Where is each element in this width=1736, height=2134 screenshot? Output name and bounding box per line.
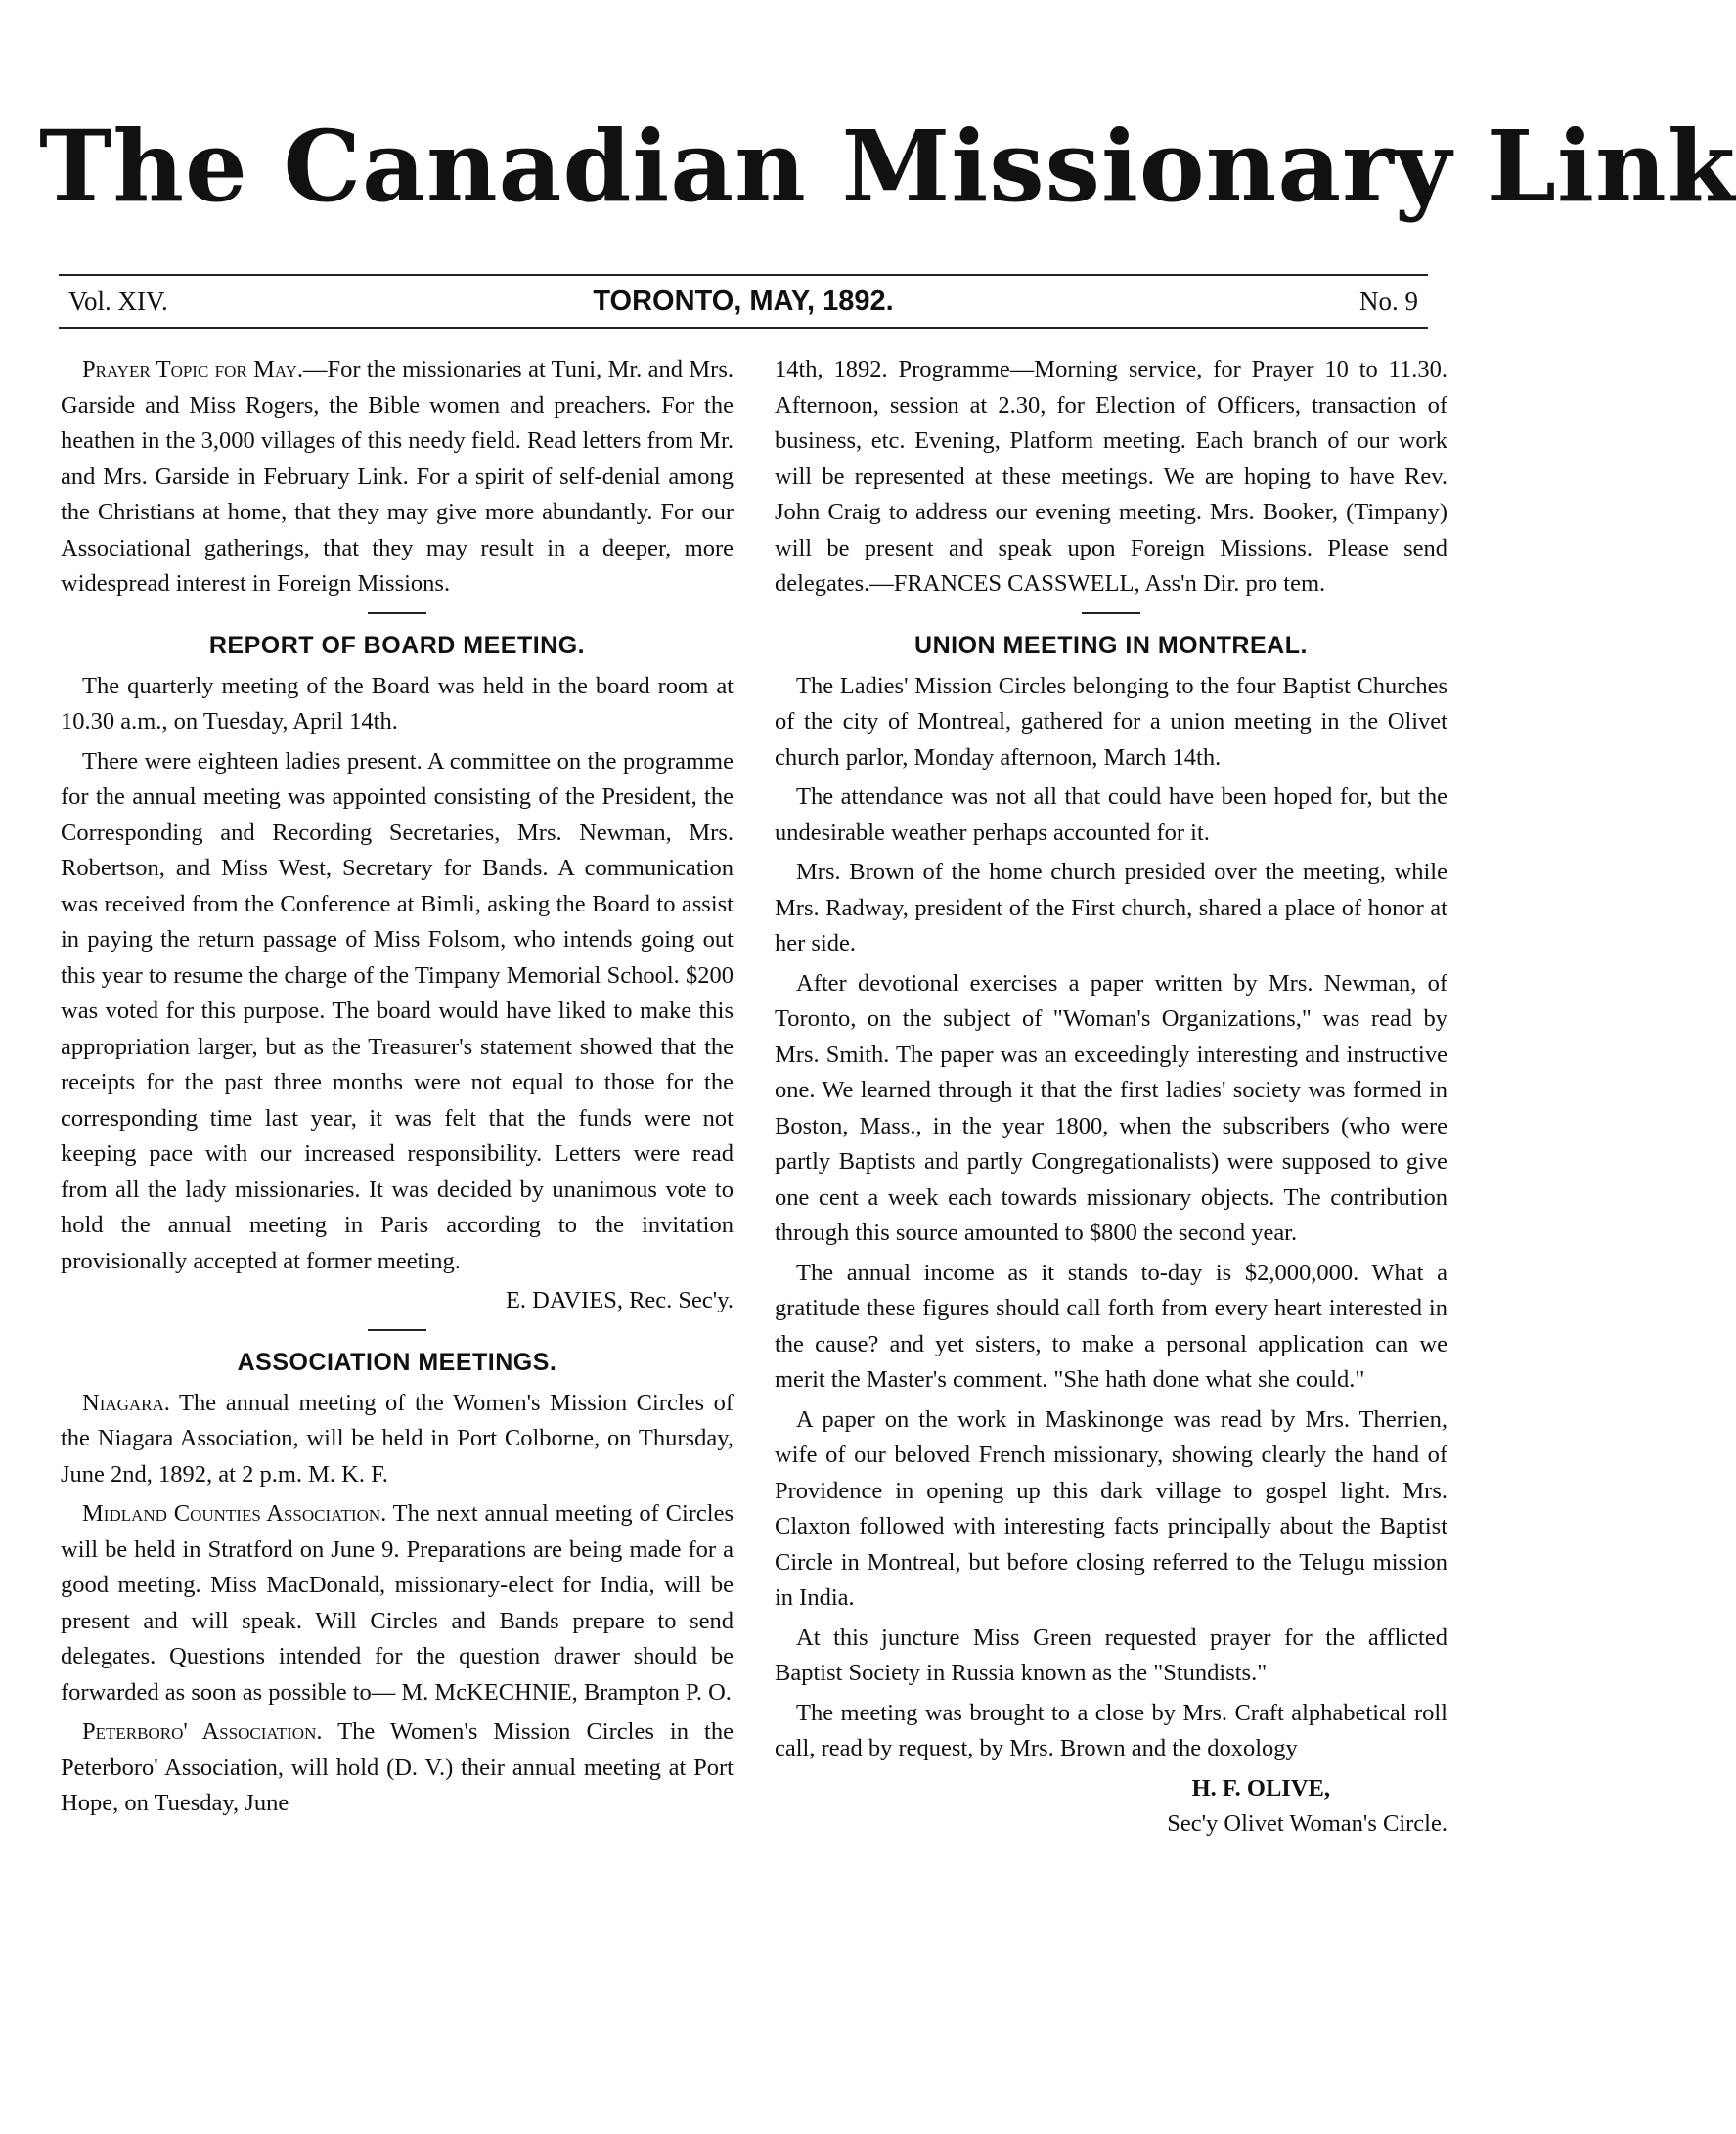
midland-lead: Midland Counties Association. [82, 1500, 387, 1527]
union-paragraph-7: At this juncture Miss Green requested prayer for the afflicted Baptist Society in Russia known as the "Stundists." [775, 1623, 1447, 1686]
newspaper-title: The Canadian Missionary Link [39, 109, 1736, 224]
niagara-notice [61, 1386, 734, 1493]
board-paragraph-1: The quarterly meeting of the Board was held in the board room at 10.30 a.m., on Tuesday, April 14th. [61, 672, 734, 734]
prayer-topic-body: —For the missionaries at Tuni, Mr. and Mrs. Garside and Miss Rogers, the Bible women and preachers. For the heathen in the 3,000 villages of this needy field. Read letters from Mr. and Mrs. Garside in February Link. For a spirit of self-denial among the Christians at home, that they may give more abundantly. For our Associational gatherings, that they may result in a deeper, more widespread interest in Foreign Missions. [61, 356, 734, 597]
board-paragraph-2: There were eighteen ladies present. A committee on the programme for the annual meeting was appointed consisting of the President, the Corresponding and Recording Secretaries, Mrs. Newman, Mrs. Robertson, and Miss West, Secretary for Bands. A communication was received from the Conference at Bimli, asking the Board to assist in paying the return passage of Miss Folsom, who intends going out this year to resume the charge of the Timpany Memorial School. $200 was voted for this purpose. The board would have liked to make this appropriation larger, but as the Treasurer's statement showed that the receipts for the past three months were not equal to those for the corresponding time last year, it was felt that the funds were not keeping pace with our increased responsibility. Letters were read from all the lady missionaries. It was decided by unanimous vote to hold the annual meeting in Paris according to the invitation provisionally accepted at former meeting. [61, 747, 734, 1274]
issue-number: No. 9 [1359, 287, 1418, 316]
section-divider [368, 1329, 426, 1331]
niagara-body: The annual meeting of the Women's Mission Circles of the Niagara Association, will be held in Port Colborne, on Thursday, June 2nd, 1892, at 2 p.m. M. K. F. [61, 1389, 734, 1488]
volume-label: Vol. XIV. [68, 287, 168, 316]
dateline [59, 280, 1428, 323]
masthead [39, 83, 1736, 249]
union-meeting-heading: UNION MEETING IN MONTREAL. [914, 631, 1308, 659]
niagara-lead: Niagara. [82, 1389, 170, 1416]
union-signature-name: H. F. OLIVE, [1191, 1774, 1330, 1801]
left-column [61, 352, 734, 2103]
board-signature: E. DAVIES, Rec. Sec'y. [505, 1287, 734, 1313]
union-paragraph-3: Mrs. Brown of the home church presided over the meeting, while Mrs. Radway, president of the First church, shared a place of honor at her side. [775, 859, 1447, 956]
union-paragraph-6: A paper on the work in Maskinonge was read by Mrs. Therrien, wife of our beloved French missionary, showing clearly the hand of Providence in opening up this dark village to gospel light. Mrs. Claxton followed with interesting facts principally about the Baptist Circle in Montreal, but before closing referred to the Telugu mission in India. [775, 1405, 1447, 1611]
board-meeting-heading: REPORT OF BOARD MEETING. [208, 631, 586, 659]
association-meetings-heading: ASSOCIATION MEETINGS. [237, 1348, 557, 1376]
union-paragraph-2: The attendance was not all that could have been hoped for, but the undesirable weather perhaps accounted for it. [775, 783, 1447, 846]
place-date: TORONTO, MAY, 1892. [593, 286, 894, 317]
prayer-topic [61, 352, 734, 602]
peterboro-continuation: 14th, 1892. Programme—Morning service, for Prayer 10 to 11.30. Afternoon, session at 2.30, for Election of Officers, transaction of business, etc. Evening, Platform meeting. Each branch of our work will be represented at these meetings. We are hoping to have Rev. John Craig to address our evening meeting. Mrs. Booker, (Timpany) will be present and speak upon Foreign Missions. Please send delegates.—FRANCES CASSWELL, Ass'n Dir. pro tem. [775, 356, 1447, 597]
midland-notice [61, 1496, 734, 1711]
header-rule-bottom [59, 327, 1428, 329]
union-signature-title: Sec'y Olivet Woman's Circle. [1167, 1810, 1447, 1837]
union-paragraph-5: The annual income as it stands to-day is $2,000,000. What a gratitude these figures should call forth from every heart interested in the cause? and yet sisters, to make a personal application can we merit the Master's comment. "She hath done what she could." [775, 1259, 1447, 1393]
section-divider [368, 612, 426, 614]
section-divider [1082, 612, 1140, 614]
prayer-topic-lead: Prayer Topic for May. [82, 356, 304, 382]
right-column [775, 352, 1447, 2103]
midland-body: The next annual meeting of Circles will be held in Stratford on June 9. Preparations are being made for a good meeting. Miss MacDonald, missionary-elect for India, will be present and will speak. Will Circles and Bands prepare to send delegates. Questions intended for the question drawer should be forwarded as soon as possible to— M. McKECHNIE, Brampton P. O. [61, 1500, 734, 1706]
union-paragraph-1: The Ladies' Mission Circles belonging to the four Baptist Churches of the city of Montreal, gathered for a union meeting in the Olivet church parlor, Monday afternoon, March 14th. [775, 672, 1447, 771]
peterboro-body: The Women's Mission Circles in the Peterboro' Association, will hold (D. V.) their annual meeting at Port Hope, on Tuesday, June [61, 1718, 734, 1816]
header-rule-top [59, 274, 1428, 276]
union-paragraph-8: The meeting was brought to a close by Mrs. Craft alphabetical roll call, read by request, by Mrs. Brown and the doxology [775, 1699, 1447, 1761]
union-paragraph-4: After devotional exercises a paper written by Mrs. Newman, of Toronto, on the subject of "Woman's Organizations," was read by Mrs. Smith. The paper was an exceedingly interesting and instructive one. We learned through it that the first ladies' society was formed in Boston, Mass., in the year 1800, when the subscribers (who were partly Baptists and partly Congregationalists) were supposed to give one cent a week each towards missionary objects. The contribution through this source amounted to $800 the second year. [775, 969, 1447, 1246]
peterboro-notice [61, 1714, 734, 1822]
peterboro-lead: Peterboro' Association. [82, 1718, 323, 1745]
